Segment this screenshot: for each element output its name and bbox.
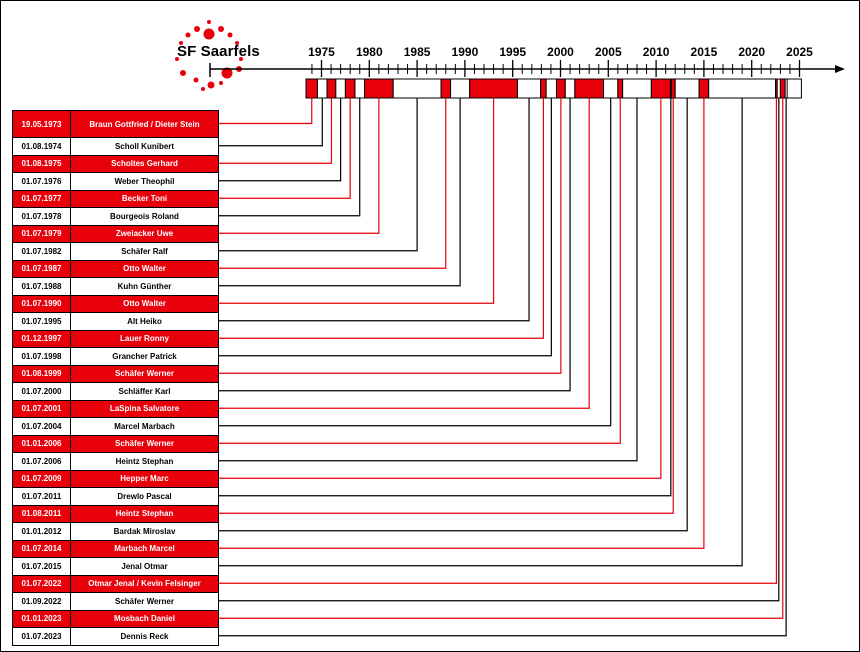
timeline-year-label: 2020 [738, 45, 766, 59]
coach-row [13, 505, 219, 523]
coach-start-date: 01.07.2009 [13, 470, 71, 488]
coach-connector-line [217, 98, 783, 618]
coach-row [13, 488, 219, 506]
tenure-bar-segment [565, 79, 575, 98]
coach-name: Weber Theophil [71, 173, 219, 191]
coach-connector-line [217, 98, 529, 321]
tenure-bar-segment [355, 79, 365, 98]
coach-connector-line [217, 98, 661, 478]
timeline-year-label: 2005 [594, 45, 622, 59]
timeline-year-label: 2000 [547, 45, 574, 59]
coach-connector-line [217, 98, 551, 356]
tenure-bar-segment [541, 79, 547, 98]
coach-connector-line [217, 98, 637, 461]
tenure-bar-segment [451, 79, 470, 98]
coach-row [13, 383, 219, 401]
coach-start-date: 01.12.1997 [13, 330, 71, 348]
coach-start-date: 01.07.1977 [13, 190, 71, 208]
coach-start-date: 01.07.2015 [13, 558, 71, 576]
coach-name: Bardak Miroslav [71, 523, 219, 541]
coach-connector-line [217, 98, 322, 146]
coach-row [13, 155, 219, 173]
coach-start-date: 01.08.1999 [13, 365, 71, 383]
coach-connector-line [217, 98, 776, 583]
coach-connector-line [217, 98, 570, 391]
coach-connector-line [217, 98, 350, 198]
coach-row [13, 575, 219, 593]
coach-start-date: 01.07.1987 [13, 260, 71, 278]
coach-start-date: 01.07.1995 [13, 313, 71, 331]
coach-name: Schäfer Werner [71, 365, 219, 383]
coach-connector-line [217, 98, 673, 513]
coach-start-date: 01.07.2001 [13, 400, 71, 418]
tenure-bar-segment [618, 79, 623, 98]
coach-name: Mosbach Daniel [71, 610, 219, 628]
tenure-bar-segment [365, 79, 394, 98]
coach-row [13, 295, 219, 313]
tenure-bar-segment [327, 79, 336, 98]
coach-row [13, 610, 219, 628]
coach-name: Otto Walter [71, 295, 219, 313]
coach-name: Grancher Patrick [71, 348, 219, 366]
coach-start-date: 01.09.2022 [13, 593, 71, 611]
coach-connector-line [217, 98, 331, 163]
coach-start-date: 01.01.2012 [13, 523, 71, 541]
coach-connector-line [217, 98, 561, 373]
coach-connector-line [217, 98, 460, 286]
coach-connector-line [217, 98, 312, 124]
coach-name: Schläffer Karl [71, 383, 219, 401]
coach-start-date: 01.07.2006 [13, 453, 71, 471]
coach-start-date: 01.07.2014 [13, 540, 71, 558]
coach-start-date: 01.07.1998 [13, 348, 71, 366]
coach-name: Scholtes Gerhard [71, 155, 219, 173]
coach-row [13, 348, 219, 366]
coach-start-date: 01.07.1976 [13, 173, 71, 191]
coach-start-date: 01.07.2004 [13, 418, 71, 436]
coach-row [13, 453, 219, 471]
coach-name: Schäfer Werner [71, 593, 219, 611]
coach-start-date: 01.07.1979 [13, 225, 71, 243]
coach-row [13, 523, 219, 541]
tenure-bar-segment [306, 79, 317, 98]
timeline-year-label: 1985 [403, 45, 431, 59]
coach-start-date: 01.07.1988 [13, 278, 71, 296]
coach-row [13, 111, 219, 138]
coach-connector-line [217, 98, 671, 496]
tenure-bar-segment [470, 79, 518, 98]
coach-name: Otto Walter [71, 260, 219, 278]
coach-start-date: 01.07.2023 [13, 628, 71, 646]
coach-row [13, 173, 219, 191]
coach-name: Heintz Stephan [71, 453, 219, 471]
tenure-bar-segment [785, 79, 787, 98]
coach-name: Braun Gottfried / Dieter Stein [71, 111, 219, 138]
tenure-bar-segment [317, 79, 327, 98]
coach-row [13, 593, 219, 611]
tenure-bar-segment [575, 79, 604, 98]
coach-row [13, 470, 219, 488]
coach-name: Marcel Marbach [71, 418, 219, 436]
coach-row [13, 208, 219, 226]
coach-start-date: 01.07.1978 [13, 208, 71, 226]
coach-start-date: 01.07.1982 [13, 243, 71, 261]
coach-name: Schäfer Werner [71, 435, 219, 453]
timeline-year-label: 2025 [786, 45, 813, 59]
coach-name: Zweiacker Uwe [71, 225, 219, 243]
tenure-bar-segment [517, 79, 540, 98]
coach-name: Becker Toni [71, 190, 219, 208]
coach-row [13, 628, 219, 646]
coach-row [13, 365, 219, 383]
timeline-year-label: 1990 [451, 45, 479, 59]
timeline-axis-arrow [835, 65, 845, 73]
coach-row [13, 330, 219, 348]
tenure-bar-segment [604, 79, 618, 98]
coach-row [13, 225, 219, 243]
timeline-year-label: 1980 [355, 45, 383, 59]
tenure-bar-segment [780, 79, 785, 98]
coach-name: Hepper Marc [71, 470, 219, 488]
tenure-bar-segment [709, 79, 776, 98]
timeline-year-label: 1995 [499, 45, 527, 59]
coach-start-date: 01.08.1974 [13, 138, 71, 156]
coach-start-date: 19.05.1973 [13, 111, 71, 138]
coach-connector-line [217, 98, 543, 338]
timeline-year-label: 2015 [690, 45, 718, 59]
tenure-bar-segment [546, 79, 556, 98]
timeline-year-label: 2010 [642, 45, 670, 59]
coach-name: Heintz Stephan [71, 505, 219, 523]
coach-start-date: 01.07.2000 [13, 383, 71, 401]
coach-start-date: 01.08.1975 [13, 155, 71, 173]
coach-name: Bourgeois Roland [71, 208, 219, 226]
coach-connector-line [217, 98, 779, 601]
coach-start-date: 01.01.2023 [13, 610, 71, 628]
coach-row [13, 278, 219, 296]
coach-name: Alt Heiko [71, 313, 219, 331]
timeline-year-label: 1975 [308, 45, 335, 59]
coach-name: LaSpina Salvatore [71, 400, 219, 418]
coach-row [13, 435, 219, 453]
coach-start-date: 01.08.2011 [13, 505, 71, 523]
tenure-bar-segment [671, 79, 675, 98]
coach-connector-line [217, 98, 786, 636]
tenure-bar-segment [675, 79, 699, 98]
coach-name: Scholl Kunibert [71, 138, 219, 156]
coach-row [13, 260, 219, 278]
coach-row [13, 243, 219, 261]
coach-connector-line [217, 98, 589, 408]
coach-start-date: 01.07.1990 [13, 295, 71, 313]
coach-name: Dennis Reck [71, 628, 219, 646]
coach-row [13, 540, 219, 558]
coach-connector-line [217, 98, 379, 233]
coach-table [12, 110, 219, 646]
tenure-bar-segment [393, 79, 441, 98]
coach-name: Marbach Marcel [71, 540, 219, 558]
coach-name: Otmar Jenal / Kevin Felsinger [71, 575, 219, 593]
tenure-bar-segment [623, 79, 652, 98]
coach-row [13, 400, 219, 418]
coach-start-date: 01.01.2006 [13, 435, 71, 453]
coach-name: Jenal Otmar [71, 558, 219, 576]
coach-name: Lauer Ronny [71, 330, 219, 348]
tenure-bar-segment [336, 79, 346, 98]
coach-name: Drewlo Pascal [71, 488, 219, 506]
coach-row [13, 313, 219, 331]
coach-start-date: 01.07.2022 [13, 575, 71, 593]
coach-connector-line [217, 98, 417, 251]
coach-connector-line [217, 98, 494, 303]
coach-row [13, 418, 219, 436]
coach-name: Kuhn Günther [71, 278, 219, 296]
coach-row [13, 138, 219, 156]
club-name: SF Saarfels [177, 43, 260, 60]
coach-row [13, 558, 219, 576]
tenure-bar-segment [699, 79, 709, 98]
coach-row [13, 190, 219, 208]
coach-connector-line [217, 98, 620, 443]
tenure-bar-segment [651, 79, 670, 98]
tenure-bar-segment [345, 79, 355, 98]
coach-name: Schäfer Ralf [71, 243, 219, 261]
tenure-bar-segment [441, 79, 451, 98]
tenure-bar-segment [556, 79, 565, 98]
coach-start-date: 01.07.2011 [13, 488, 71, 506]
